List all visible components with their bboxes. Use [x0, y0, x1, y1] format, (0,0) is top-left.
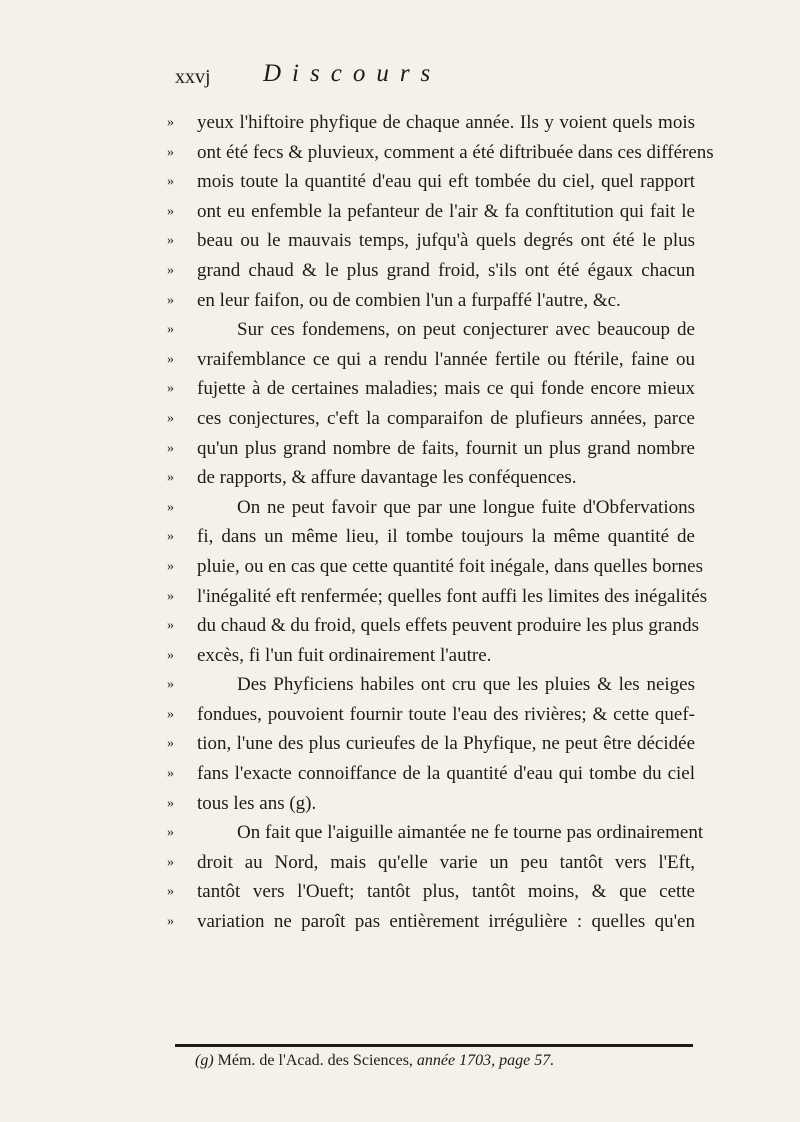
text-line [167, 315, 695, 345]
page-number: xxvj [175, 66, 211, 88]
quote-mark: » [167, 144, 174, 160]
line-text: Sur ces fondemens, on peut conjecturer avec beaucoup de [237, 319, 695, 341]
page-header [175, 60, 695, 100]
text-line [167, 670, 695, 700]
quote-mark: » [167, 736, 174, 752]
text-line [167, 759, 695, 789]
quote-mark: » [167, 115, 174, 130]
line-text: tantôt vers l'Oueft; tantôt plus, tantôt moins, & que cette [197, 881, 695, 903]
text-line [167, 138, 714, 168]
body-text [167, 108, 714, 937]
quote-mark: » [167, 351, 174, 367]
line-text: On fait que l'aiguille aimantée ne fe tourne pas ordinairement [237, 822, 704, 844]
line-text: de rapports, & affure davantage les conféquences. [197, 467, 577, 489]
text-line [167, 345, 695, 375]
footnote-mark: (g) [195, 1052, 214, 1069]
line-text: fujette à de certaines maladies; mais ce qui fonde encore mieux [197, 378, 695, 400]
line-text: fondues, pouvoient fournir toute l'eau des rivières; & cette quef- [197, 703, 695, 725]
line-text: l'inégalité eft renfermée; quelles font auffi les limites des inégalités [197, 585, 708, 607]
text-line [167, 493, 695, 523]
text-line [167, 522, 695, 552]
text-line [167, 434, 695, 464]
line-text: fi, dans un même lieu, il tombe toujours la même quantité de [197, 526, 695, 548]
footnote [195, 1052, 695, 1070]
quote-mark: » [167, 262, 174, 278]
quote-mark: » [167, 529, 174, 545]
line-text: excès, fi l'un fuit ordinairement l'autre. [197, 644, 492, 666]
line-text: ces conjectures, c'eft la comparaifon de plufieurs années, parce [197, 407, 695, 429]
quote-mark: » [167, 440, 174, 456]
quote-mark: » [167, 410, 174, 426]
line-text: droit au Nord, mais qu'elle varie un peu tantôt vers l'Eft, [197, 851, 695, 873]
quote-mark: » [167, 381, 174, 397]
quote-mark: » [167, 233, 174, 249]
line-text: On ne peut favoir que par une longue fuite d'Obfervations [237, 496, 695, 518]
text-line [167, 404, 695, 434]
line-text: tion, l'une des plus curieufes de la Phyfique, ne peut être décidée [197, 733, 695, 755]
text-line [167, 256, 695, 286]
footnote-text: Mém. de l'Acad. des Sciences, [217, 1052, 413, 1069]
line-text: du chaud & du froid, quels effets peuvent produire les plus grands [197, 615, 699, 637]
text-line [167, 700, 695, 730]
line-text: ont eu enfemble la pefanteur de l'air & fa conftitution qui fait le [197, 200, 695, 222]
quote-mark: » [167, 795, 174, 811]
line-text: pluie, ou en cas que cette quantité foit inégale, dans quelles bornes [197, 555, 703, 577]
text-line [167, 907, 695, 937]
quote-mark: » [167, 174, 174, 190]
quote-mark: » [167, 618, 174, 634]
text-line [167, 641, 695, 671]
line-text: mois toute la quantité d'eau qui eft tombée du ciel, quel rapport [197, 171, 695, 193]
line-text: grand chaud & le plus grand froid, s'ils ont été égaux chacun [197, 259, 695, 281]
footnote-rule [175, 1044, 693, 1047]
text-line [167, 877, 695, 907]
text-line [167, 611, 699, 641]
quote-mark: » [167, 884, 174, 900]
text-line [167, 108, 695, 138]
footnote-reference: année 1703, page 57. [416, 1052, 555, 1069]
text-line [167, 818, 704, 848]
running-title: Discours [263, 60, 442, 87]
quote-mark: » [167, 677, 174, 693]
quote-mark: » [167, 322, 174, 338]
quote-mark: » [167, 292, 174, 308]
text-line [167, 197, 695, 227]
text-line [167, 463, 695, 493]
quote-mark: » [167, 854, 174, 870]
quote-mark: » [167, 499, 174, 515]
text-line [167, 729, 695, 759]
line-text: fans l'exacte connoiffance de la quantité d'eau qui tombe du ciel [197, 763, 695, 785]
quote-mark: » [167, 706, 174, 722]
line-text: Des Phyficiens habiles ont cru que les pluies & les neiges [237, 674, 695, 696]
text-line [167, 167, 695, 197]
text-line [167, 552, 703, 582]
quote-mark: » [167, 825, 174, 841]
line-text: qu'un plus grand nombre de faits, fournit un plus grand nombre [197, 437, 695, 459]
text-line [167, 848, 695, 878]
line-text: en leur faifon, ou de combien l'un a furpaffé l'autre, &c. [197, 289, 621, 311]
line-text: beau ou le mauvais temps, jufqu'à quels degrés ont été le plus [197, 230, 695, 252]
quote-mark: » [167, 914, 174, 930]
line-text: tous les ans (g). [197, 792, 317, 814]
quote-mark: » [167, 470, 174, 486]
line-text: ont été fecs & pluvieux, comment a été diftribuée dans ces différens [197, 141, 714, 163]
text-line [167, 789, 695, 819]
text-line [167, 582, 708, 612]
text-line [167, 226, 695, 256]
quote-mark: » [167, 647, 174, 663]
quote-mark: » [167, 766, 174, 782]
line-text: vraifemblance ce qui a rendu l'année fertile ou ftérile, faine ou [197, 348, 695, 370]
line-text: yeux l'hiftoire phyfique de chaque année. Ils y voient quels mois [197, 112, 695, 133]
quote-mark: » [167, 588, 174, 604]
quote-mark: » [167, 203, 174, 219]
text-line [167, 374, 695, 404]
line-text: variation ne paroît pas entièrement irrégulière : quelles qu'en [197, 911, 695, 933]
text-line [167, 286, 695, 316]
quote-mark: » [167, 558, 174, 574]
